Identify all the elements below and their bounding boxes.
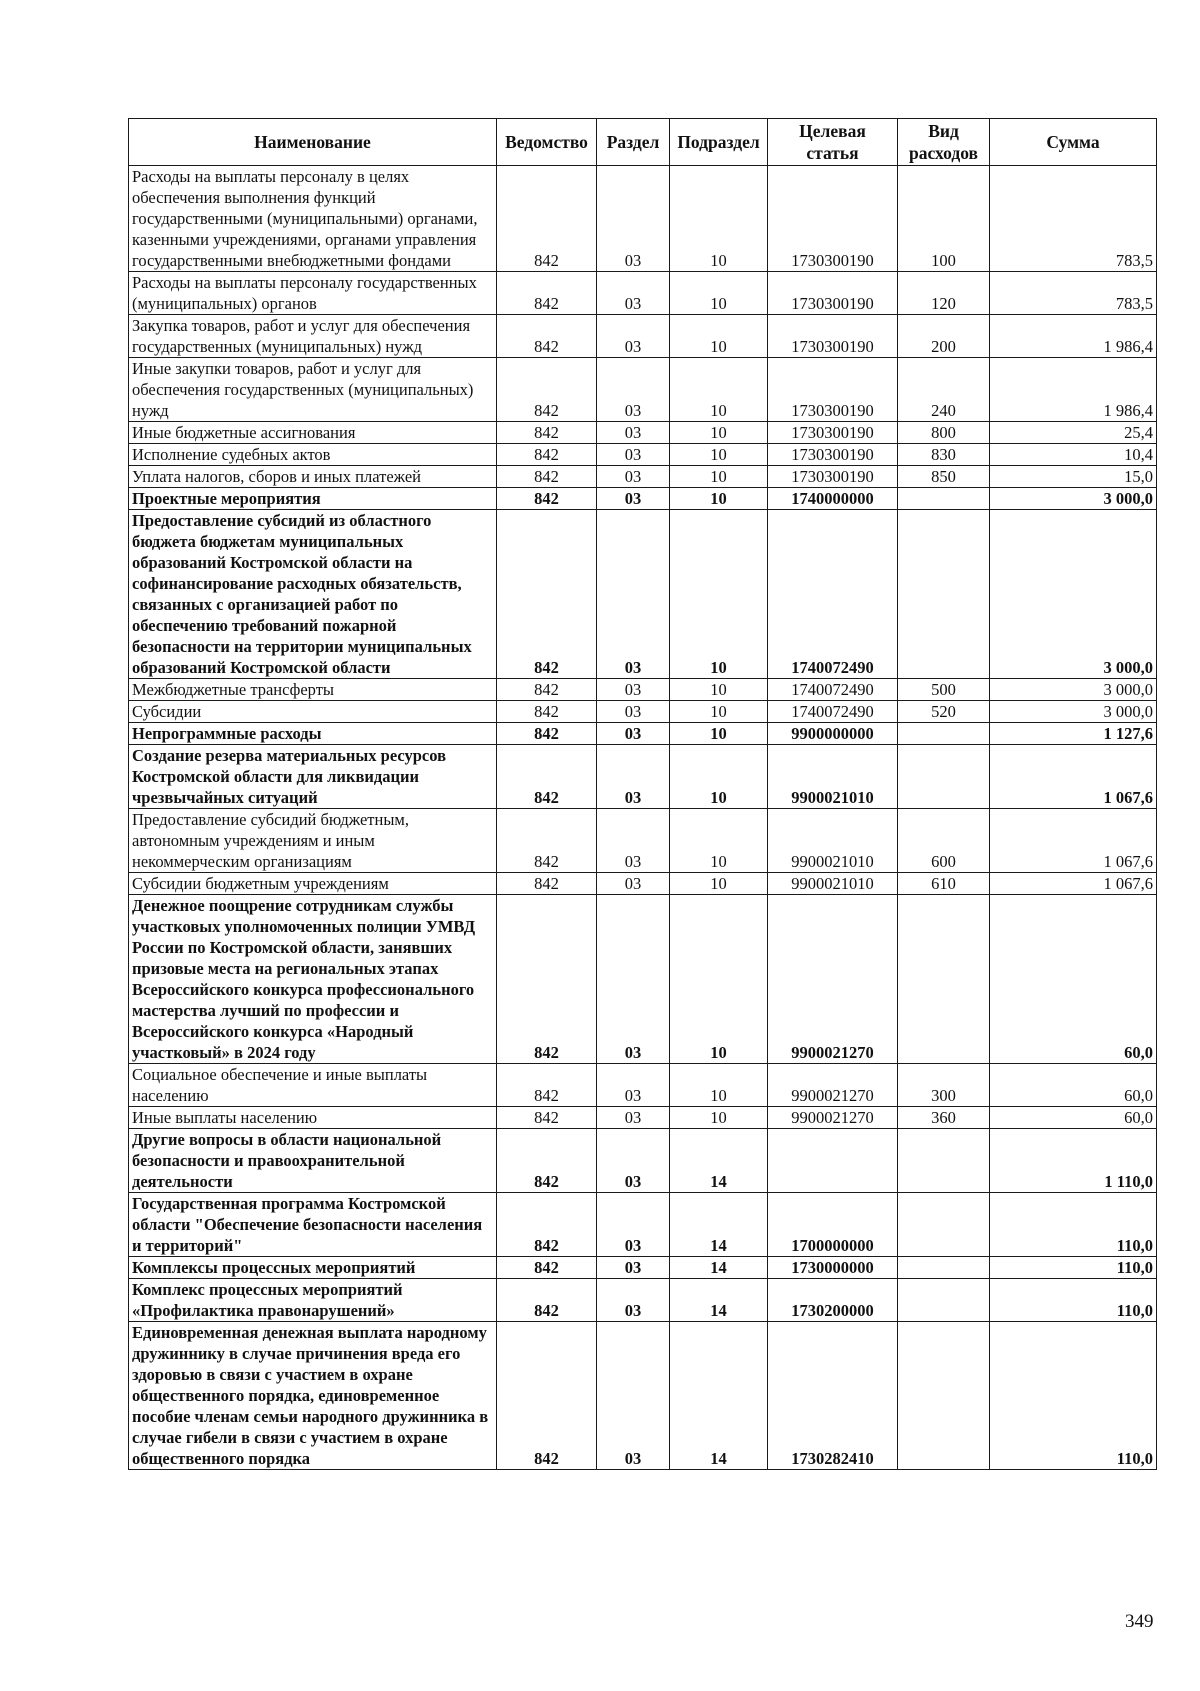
cell-podrazdel: 10 [670,315,768,358]
cell-podrazdel: 10 [670,745,768,809]
cell-sum: 3 000,0 [990,510,1157,679]
cell-sum: 1 110,0 [990,1129,1157,1193]
cell-razdel: 03 [597,1257,670,1279]
cell-kind [898,1257,990,1279]
cell-name: Субсидии бюджетным учреждениям [129,873,497,895]
cell-razdel: 03 [597,444,670,466]
cell-target: 1740072490 [768,701,898,723]
cell-razdel: 03 [597,1064,670,1107]
cell-sum: 60,0 [990,895,1157,1064]
cell-razdel: 03 [597,873,670,895]
cell-podrazdel: 10 [670,895,768,1064]
cell-sum: 1 986,4 [990,358,1157,422]
table-row [129,679,1157,701]
cell-name: Закупка товаров, работ и услуг для обеспечения государственных (муниципальных) нужд [129,315,497,358]
table-row [129,272,1157,315]
cell-vedomstvo: 842 [497,358,597,422]
cell-razdel: 03 [597,1129,670,1193]
table-row [129,422,1157,444]
cell-sum: 1 067,6 [990,745,1157,809]
cell-podrazdel: 14 [670,1322,768,1470]
cell-target: 9900021270 [768,895,898,1064]
cell-sum: 110,0 [990,1322,1157,1470]
cell-name: Субсидии [129,701,497,723]
cell-sum: 1 067,6 [990,809,1157,873]
cell-sum: 3 000,0 [990,679,1157,701]
table-row [129,723,1157,745]
table-row [129,1322,1157,1470]
cell-kind [898,1322,990,1470]
cell-name: Непрограммные расходы [129,723,497,745]
cell-kind: 200 [898,315,990,358]
cell-target: 1730300190 [768,315,898,358]
header-target: Целевая статья [768,119,898,166]
cell-vedomstvo: 842 [497,1129,597,1193]
cell-podrazdel: 10 [670,444,768,466]
cell-vedomstvo: 842 [497,1322,597,1470]
cell-name: Денежное поощрение сотрудникам службы участковых уполномоченных полиции УМВД России по Костромской области, занявших призовые места на региональных этапах Всероссийского конкурса профессионального мастерства лучший по профессии и Всероссийского конкурса «Народный участковый» в 2024 году [129,895,497,1064]
cell-name: Проектные мероприятия [129,488,497,510]
table-row [129,358,1157,422]
cell-podrazdel: 10 [670,488,768,510]
header-podrazdel: Подраздел [670,119,768,166]
cell-vedomstvo: 842 [497,679,597,701]
cell-kind: 830 [898,444,990,466]
cell-kind: 520 [898,701,990,723]
cell-podrazdel: 10 [670,809,768,873]
cell-razdel: 03 [597,1322,670,1470]
cell-target: 1730300190 [768,358,898,422]
cell-target: 1730282410 [768,1322,898,1470]
cell-kind: 600 [898,809,990,873]
cell-kind [898,1279,990,1322]
cell-name: Социальное обеспечение и иные выплаты населению [129,1064,497,1107]
table-row [129,895,1157,1064]
cell-podrazdel: 10 [670,1107,768,1129]
table-row [129,1129,1157,1193]
cell-vedomstvo: 842 [497,422,597,444]
cell-podrazdel: 10 [670,873,768,895]
cell-target: 1730300190 [768,466,898,488]
cell-sum: 110,0 [990,1257,1157,1279]
cell-name: Исполнение судебных актов [129,444,497,466]
cell-podrazdel: 10 [670,272,768,315]
cell-kind: 360 [898,1107,990,1129]
table-row [129,1257,1157,1279]
cell-razdel: 03 [597,745,670,809]
cell-sum: 110,0 [990,1193,1157,1257]
cell-sum: 1 127,6 [990,723,1157,745]
header-razdel: Раздел [597,119,670,166]
cell-razdel: 03 [597,358,670,422]
table-row [129,1193,1157,1257]
cell-razdel: 03 [597,422,670,444]
table-row [129,466,1157,488]
cell-kind [898,510,990,679]
cell-podrazdel: 14 [670,1279,768,1322]
table-row [129,166,1157,272]
cell-podrazdel: 10 [670,679,768,701]
cell-kind: 100 [898,166,990,272]
cell-sum: 25,4 [990,422,1157,444]
cell-target: 1730000000 [768,1257,898,1279]
cell-kind [898,1129,990,1193]
cell-kind [898,895,990,1064]
cell-razdel: 03 [597,488,670,510]
cell-target: 9900021010 [768,873,898,895]
cell-name: Межбюджетные трансферты [129,679,497,701]
cell-name: Создание резерва материальных ресурсов Костромской области для ликвидации чрезвычайных ситуаций [129,745,497,809]
cell-kind [898,488,990,510]
table-row [129,315,1157,358]
cell-vedomstvo: 842 [497,1279,597,1322]
table-row [129,488,1157,510]
cell-name: Комплекс процессных мероприятий «Профилактика правонарушений» [129,1279,497,1322]
cell-vedomstvo: 842 [497,1257,597,1279]
cell-sum: 10,4 [990,444,1157,466]
cell-name: Иные бюджетные ассигнования [129,422,497,444]
cell-razdel: 03 [597,1279,670,1322]
cell-sum: 1 986,4 [990,315,1157,358]
cell-name: Предоставление субсидий бюджетным, автономным учреждениям и иным некоммерческим организациям [129,809,497,873]
cell-name: Иные закупки товаров, работ и услуг для обеспечения государственных (муниципальных) нужд [129,358,497,422]
cell-sum: 1 067,6 [990,873,1157,895]
cell-kind [898,1193,990,1257]
cell-vedomstvo: 842 [497,1193,597,1257]
cell-vedomstvo: 842 [497,466,597,488]
cell-sum: 110,0 [990,1279,1157,1322]
table-row [129,745,1157,809]
cell-razdel: 03 [597,701,670,723]
cell-razdel: 03 [597,895,670,1064]
table-header-row [129,119,1157,166]
cell-sum: 3 000,0 [990,488,1157,510]
header-name: Наименование [129,119,497,166]
cell-vedomstvo: 842 [497,272,597,315]
table-row [129,444,1157,466]
table-row [129,809,1157,873]
cell-target: 1730300190 [768,422,898,444]
table-row [129,1064,1157,1107]
cell-podrazdel: 10 [670,510,768,679]
budget-sheet [128,118,1156,1470]
cell-vedomstvo: 842 [497,745,597,809]
cell-podrazdel: 10 [670,701,768,723]
cell-target: 1740000000 [768,488,898,510]
cell-vedomstvo: 842 [497,444,597,466]
cell-target: 1700000000 [768,1193,898,1257]
table-row [129,510,1157,679]
cell-name: Иные выплаты населению [129,1107,497,1129]
header-kind: Вид расходов [898,119,990,166]
cell-name: Расходы на выплаты персоналу в целях обеспечения выполнения функций государственными (муниципальными) органами, казенными учреждениями, органами управления государственными внебюджетными фондами [129,166,497,272]
cell-target: 9900021270 [768,1064,898,1107]
cell-kind: 240 [898,358,990,422]
cell-kind: 610 [898,873,990,895]
cell-razdel: 03 [597,679,670,701]
table-row [129,1107,1157,1129]
cell-vedomstvo: 842 [497,873,597,895]
cell-target: 9900021010 [768,809,898,873]
cell-sum: 783,5 [990,272,1157,315]
cell-kind [898,723,990,745]
cell-sum: 783,5 [990,166,1157,272]
cell-target: 1740072490 [768,510,898,679]
cell-podrazdel: 14 [670,1257,768,1279]
cell-name: Расходы на выплаты персоналу государственных (муниципальных) органов [129,272,497,315]
cell-name: Единовременная денежная выплата народному дружиннику в случае причинения вреда его здоровью в связи с участием в охране общественного порядка, единовременное пособие членам семьи народного дружинника в случае гибели в связи с участием в охране общественного порядка [129,1322,497,1470]
table-row [129,873,1157,895]
cell-name: Предоставление субсидий из областного бюджета бюджетам муниципальных образований Костромской области на софинансирование расходных обязательств, связанных с организацией работ по обеспечению требований пожарной безопасности на территории муниципальных образований Костромской области [129,510,497,679]
cell-name: Уплата налогов, сборов и иных платежей [129,466,497,488]
cell-vedomstvo: 842 [497,895,597,1064]
cell-vedomstvo: 842 [497,510,597,679]
cell-sum: 3 000,0 [990,701,1157,723]
cell-name: Государственная программа Костромской области "Обеспечение безопасности населения и территорий" [129,1193,497,1257]
cell-target: 1730300190 [768,272,898,315]
header-vedomstvo: Ведомство [497,119,597,166]
cell-target: 1730200000 [768,1279,898,1322]
cell-target: 9900000000 [768,723,898,745]
cell-razdel: 03 [597,466,670,488]
cell-razdel: 03 [597,315,670,358]
cell-target: 1730300190 [768,166,898,272]
cell-vedomstvo: 842 [497,166,597,272]
cell-target: 1730300190 [768,444,898,466]
cell-podrazdel: 10 [670,466,768,488]
cell-kind [898,745,990,809]
cell-target: 9900021270 [768,1107,898,1129]
cell-vedomstvo: 842 [497,488,597,510]
cell-podrazdel: 10 [670,422,768,444]
cell-razdel: 03 [597,166,670,272]
cell-vedomstvo: 842 [497,723,597,745]
cell-kind: 850 [898,466,990,488]
cell-podrazdel: 10 [670,166,768,272]
cell-target: 9900021010 [768,745,898,809]
table-row [129,701,1157,723]
cell-podrazdel: 10 [670,1064,768,1107]
cell-vedomstvo: 842 [497,1107,597,1129]
cell-kind: 800 [898,422,990,444]
cell-razdel: 03 [597,510,670,679]
cell-podrazdel: 10 [670,358,768,422]
cell-target: 1740072490 [768,679,898,701]
cell-target [768,1129,898,1193]
cell-vedomstvo: 842 [497,701,597,723]
cell-kind: 500 [898,679,990,701]
cell-vedomstvo: 842 [497,315,597,358]
cell-razdel: 03 [597,1193,670,1257]
cell-kind: 120 [898,272,990,315]
cell-name: Комплексы процессных мероприятий [129,1257,497,1279]
cell-sum: 60,0 [990,1107,1157,1129]
cell-vedomstvo: 842 [497,1064,597,1107]
header-sum: Сумма [990,119,1157,166]
cell-podrazdel: 14 [670,1129,768,1193]
page-number: 349 [1125,1611,1154,1632]
cell-podrazdel: 10 [670,723,768,745]
cell-podrazdel: 14 [670,1193,768,1257]
cell-name: Другие вопросы в области национальной безопасности и правоохранительной деятельности [129,1129,497,1193]
table-row [129,1279,1157,1322]
cell-razdel: 03 [597,809,670,873]
cell-kind: 300 [898,1064,990,1107]
cell-razdel: 03 [597,1107,670,1129]
cell-sum: 60,0 [990,1064,1157,1107]
budget-table [128,118,1157,1470]
cell-razdel: 03 [597,272,670,315]
cell-vedomstvo: 842 [497,809,597,873]
cell-sum: 15,0 [990,466,1157,488]
cell-razdel: 03 [597,723,670,745]
